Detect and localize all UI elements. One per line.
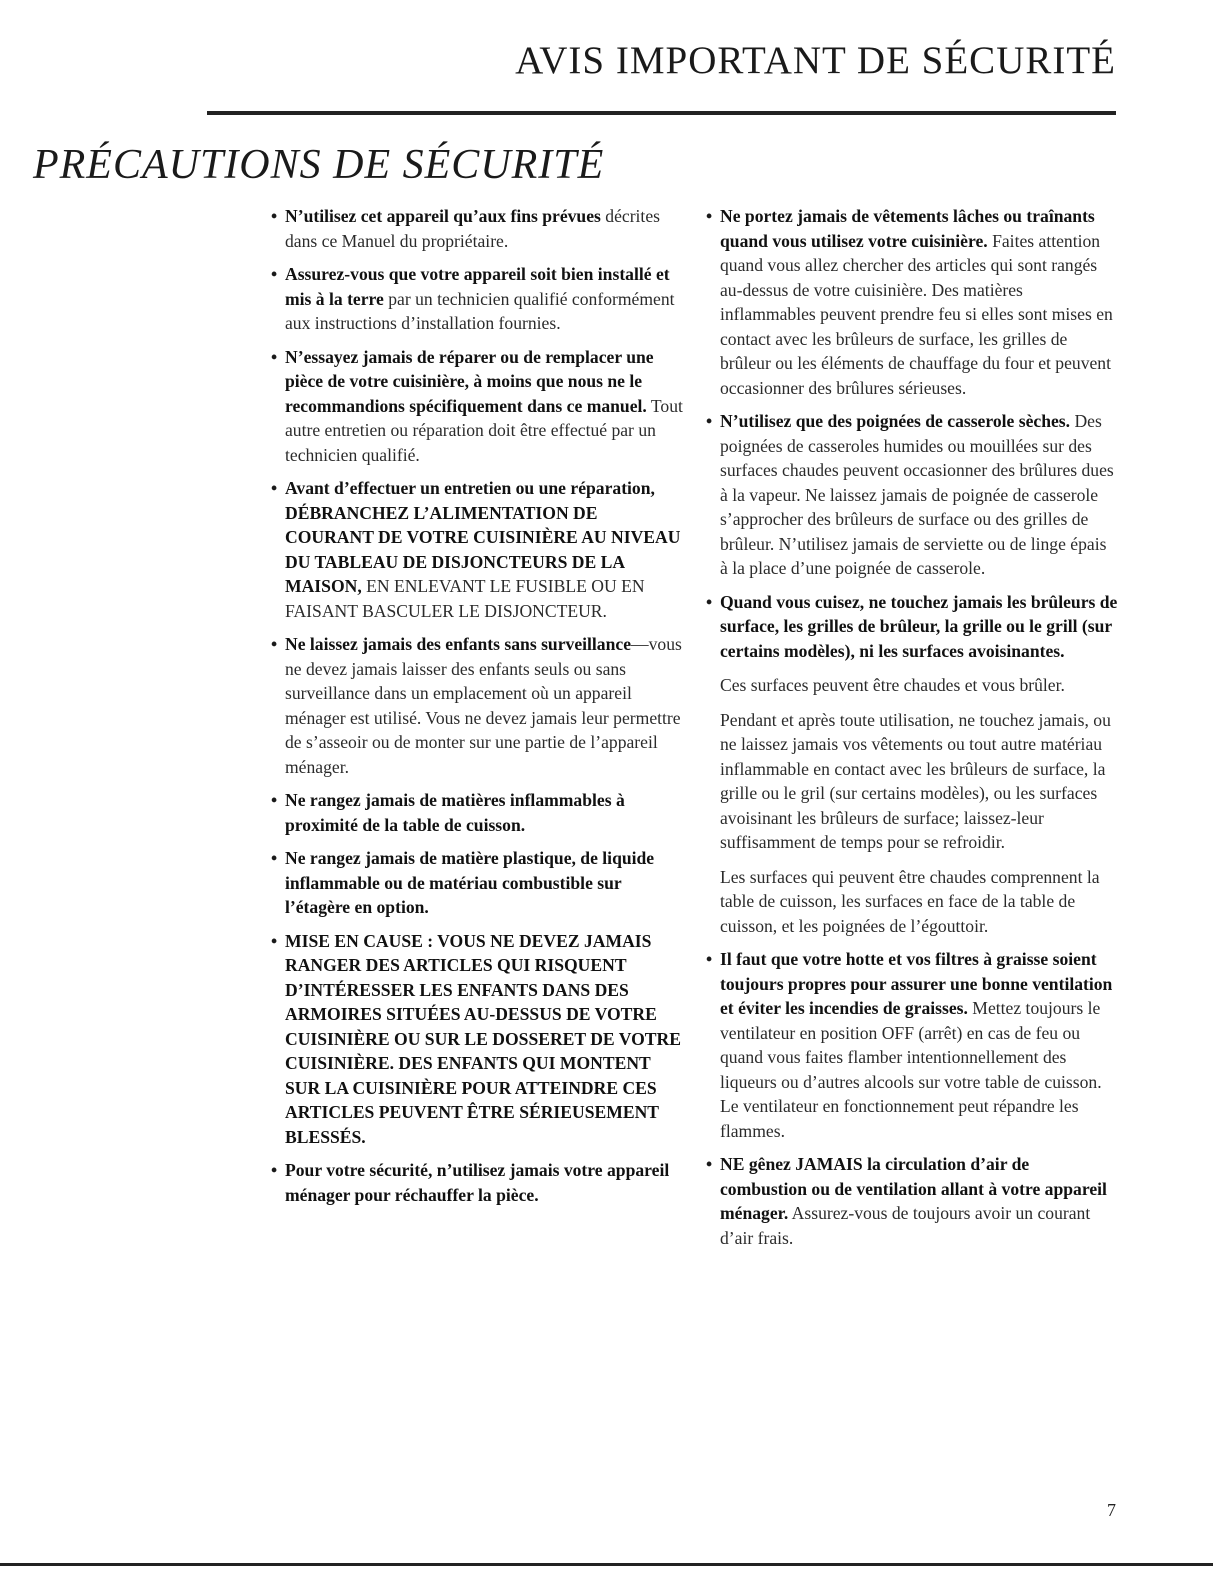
item-bold: N’essayez jamais de réparer ou de remplacer une pièce de votre cuisinière, à moins que nous ne le recommandions spécifiquement dans ce manuel. [285, 346, 654, 416]
item-bold: Ne portez jamais de vêtements lâches ou traînants quand vous utilisez votre cuisinière. [720, 206, 1095, 251]
safety-item [271, 929, 686, 1150]
safety-item [706, 204, 1118, 400]
item-text: par un technicien qualifié conformément aux instructions d’installation fournies. [285, 288, 675, 333]
bullet-icon: • [271, 264, 278, 284]
bullet-icon: • [706, 206, 713, 226]
bullet-icon: • [271, 634, 278, 654]
paragraph: Ces surfaces peuvent être chaudes et vous brûler. [720, 675, 1065, 695]
paragraph: Pendant et après toute utilisation, ne touchez jamais, ou ne laissez jamais vos vêtements ou tout autre matériau inflammable en contact avec les brûleurs de surface, la grille ou le gril (sur certains modèles), ou les surfaces avoisinant les brûleurs de surface; laissez-leur suffisamment de temps pour se refroidir. [720, 709, 1111, 852]
bullet-icon: • [706, 411, 713, 431]
item-text: Assurez-vous de toujours avoir un courant d’air frais. [720, 1203, 1091, 1248]
safety-item [706, 1152, 1118, 1250]
bullet-icon: • [706, 949, 713, 969]
safety-item [706, 590, 1118, 664]
right-column [706, 204, 1118, 1259]
section-title: PRÉCAUTIONS DE SÉCURITÉ [33, 142, 605, 188]
bullet-icon: • [271, 848, 278, 868]
safety-item [706, 409, 1118, 581]
item-bold: MISE EN CAUSE : VOUS NE DEVEZ JAMAIS RANGER DES ARTICLES QUI RISQUENT D’INTÉRESSER LES ENFANTS DANS DES ARMOIRES SITUÉES AU-DESSUS DE VOTRE CUISINIÈRE OU SUR LE DOSSERET DE VOTRE CUISINIÈRE. DES ENFANTS QUI MONTENT SUR LA CUISINIÈRE POUR ATTEINDRE CES ARTICLES PEUVENT ÊTRE SÉRIEUSEMENT BLESSÉS. [285, 930, 681, 1147]
header-rule [207, 111, 1116, 115]
bullet-icon: • [271, 478, 278, 498]
safety-item [271, 345, 686, 468]
page-header-title: AVIS IMPORTANT DE SÉCURITÉ [515, 39, 1116, 82]
item-bold: Ne laissez jamais des enfants sans surveillance [285, 634, 631, 654]
safety-item [271, 788, 686, 837]
bullet-icon: • [271, 206, 278, 226]
safety-item [706, 947, 1118, 1143]
safety-item [271, 846, 686, 920]
item-text: Mettez toujours le ventilateur en position OFF (arrêt) en cas de feu ou quand vous faites flamber intentionnellement des liqueurs ou d’autres alcools sur votre table de cuisson. Le ventilateur en fonctionnement peut répandre les flammes. [720, 998, 1102, 1141]
safety-item [271, 262, 686, 336]
page-number: 7 [1107, 1500, 1116, 1520]
safety-item [271, 476, 686, 623]
bullet-icon: • [706, 591, 713, 612]
item-text: décrites dans ce Manuel du propriétaire. [285, 206, 660, 251]
item-text: EN ENLEVANT LE FUSIBLE OU EN FAISANT BASCULER LE DISJONCTEUR. [285, 576, 645, 621]
item-bold: Il faut que votre hotte et vos filtres à graisse soient toujours propres pour assurer une bonne ventilation et éviter les incendies de graisses. [720, 949, 1113, 1018]
item-bold: Ne rangez jamais de matières inflammables à proximité de la table de cuisson. [285, 790, 625, 835]
paragraph: Les surfaces qui peuvent être chaudes comprennent la table de cuisson, les surfaces en face de la table de cuisson, et les poignées de l’égouttoir. [720, 866, 1100, 936]
item-bold: Ne rangez jamais de matière plastique, de liquide inflammable ou de matériau combustible sur l’étagère en option. [285, 848, 655, 917]
item-text: —vous ne devez jamais laisser des enfants seuls ou sans surveillance dans un emplacement où un appareil ménager est utilisé. Vous ne devez jamais leur permettre de s’asseoir ou de monter sur une partie de l’appareil ménager. [285, 634, 682, 777]
item-text: Des poignées de casseroles humides ou mouillées sur des surfaces chaudes peuvent occasionner des brûlures dues à la vapeur. Ne laissez jamais de poignée de casserole s’approcher des brûleurs de surface ou des grilles de brûleur. N’utilisez jamais de serviette ou de linge épais à la place d’une poignée de casserole. [720, 411, 1114, 578]
item-bold: N’utilisez cet appareil qu’aux fins prévues [285, 206, 601, 226]
item-bold: Pour votre sécurité, n’utilisez jamais votre appareil ménager pour réchauffer la pièce. [285, 1160, 670, 1205]
bullet-icon: • [271, 790, 278, 810]
bullet-icon: • [271, 1160, 278, 1180]
safety-item [271, 204, 686, 253]
item-bold: NE gênez JAMAIS la circulation d’air de combustion ou de ventilation allant à votre appareil ménager. [720, 1154, 1107, 1223]
bottom-rule [0, 1563, 1213, 1566]
item-text: Faites attention quand vous allez chercher des articles qui sont rangés au-dessus de votre cuisinière. Des matières inflammables peuvent prendre feu si elles sont mises en contact avec les brûleurs de surface, les grilles de brûleur ou les éléments de chauffage du four et peuvent occasionner des brûlures sérieuses. [720, 230, 1113, 398]
item-bold: Quand vous cuisez, ne touchez jamais les brûleurs de surface, les grilles de brûleur, la grille ou le grill (sur certains modèles), ni les surfaces avoisinantes. [720, 591, 1118, 661]
item-bold: Avant d’effectuer un entretien ou une réparation, DÉBRANCHEZ L’ALIMENTATION DE COURANT DE VOTRE CUISINIÈRE AU NIVEAU DU TABLEAU DE DISJONCTEURS DE LA MAISON, [285, 478, 681, 596]
bullet-icon: • [271, 930, 278, 951]
bullet-icon: • [271, 346, 278, 367]
safety-item [271, 632, 686, 779]
item-bold: Assurez-vous que votre appareil soit bien installé et mis à la terre [285, 264, 670, 309]
left-column [271, 204, 686, 1216]
item-bold: N’utilisez que des poignées de casserole sèches. [720, 411, 1071, 431]
safety-item [271, 1158, 686, 1207]
bullet-icon: • [706, 1154, 713, 1174]
item-text: Tout autre entretien ou réparation doit être effectué par un technicien qualifié. [285, 395, 683, 465]
